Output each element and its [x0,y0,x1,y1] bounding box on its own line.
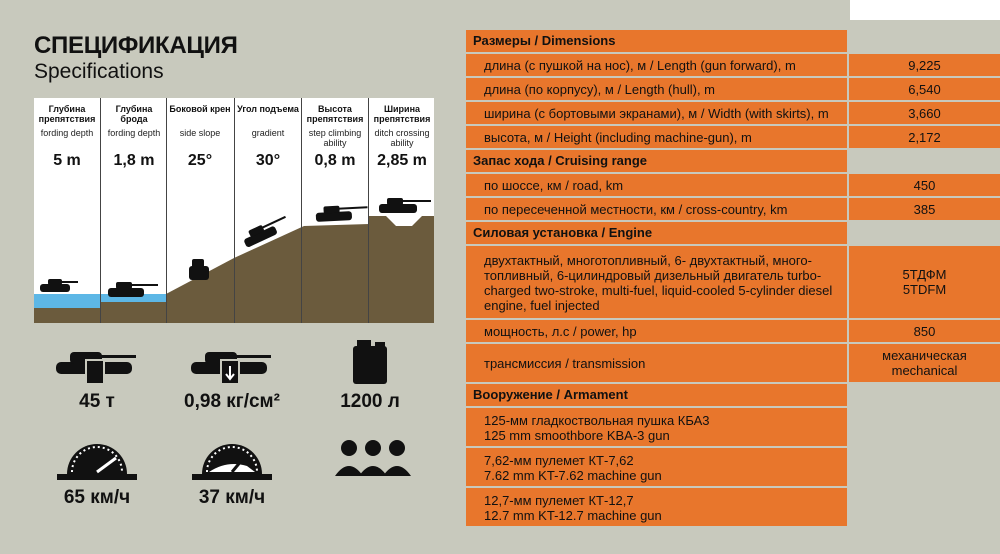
engine-model-en: 5TDFM [902,282,947,297]
row-label: ширина (с бортовыми экранами), м / Width (with skirts), m [466,102,847,124]
spec-column [34,98,100,323]
fuel-canister-icon [345,336,395,386]
spec-columns [34,98,434,323]
row-value [849,344,1000,382]
spec-label-ru: Глубина препятствия [38,104,96,124]
row-value: 2,172 [849,126,1000,148]
row-value: 850 [849,320,1000,342]
transmission-ru: механическая [882,348,967,363]
row-value: 3,660 [849,102,1000,124]
spec-column [302,98,368,323]
spec-value: 30° [255,152,281,169]
speedometer-icon [52,432,142,482]
row-label: двухтактный, многотопливный, 6- двухтактный, много-топливный, 6-цилиндровый дизельный двигатель turbo-charged two-stroke, multi-fuel, liquid-cooled 5-cylinder diesel engine, fuel injected [466,246,847,318]
spec-value: 5 m [53,152,81,169]
pressure-block [177,342,287,413]
corner-decoration [850,0,1000,20]
crew-icon [333,436,413,482]
spec-label-ru: Ширина препятствия [373,104,431,124]
armament-en: 125 mm smoothbore KBA-3 gun [484,427,670,443]
spec-label-en: gradient [251,128,285,138]
row-label: высота, м / Height (including machine-gun), m [466,126,847,148]
armament-en: 12.7 mm KT-12.7 machine gun [484,507,662,523]
road-speed-value: 65 км/ч [63,487,131,508]
weight-block [42,342,152,413]
weight-value: 45 т [79,391,115,412]
spec-label-ru: Высота препятствия [306,104,364,124]
armament-ru: 125-мм гладкоствольная пушка КБА3 [484,412,710,428]
spec-label-en: fording depth [107,128,161,138]
pressure-value: 0,98 кг/см² [184,391,280,412]
page-subtitle: Specifications [34,60,164,83]
row-label: длина (с пушкой на нос), м / Length (gun forward), m [466,54,847,76]
spec-column [369,98,435,323]
spec-value: 2,85 m [377,152,427,169]
row-value: 6,540 [849,78,1000,100]
section-header-engine: Силовая установка / Engine [466,222,847,244]
spec-column [167,98,233,323]
row-label: трансмиссия / transmission [466,344,847,382]
page-title: СПЕЦИФИКАЦИЯ [34,32,238,59]
section-header-range: Запас хода / Cruising range [466,150,847,172]
spec-label-en: step climbing ability [308,128,362,148]
fuel-value: 1200 л [340,391,400,412]
row-label: длина (по корпусу), м / Length (hull), m [466,78,847,100]
spec-label-ru: Угол подъема [237,104,299,114]
row-value: 450 [849,174,1000,196]
armament-ru: 7,62-мм пулемет КТ-7,62 [484,452,634,468]
spec-label-en: fording depth [40,128,94,138]
fuel-block [315,336,425,413]
armament-item [466,488,847,526]
cross-speed-block [177,432,287,509]
road-speed-block [42,432,152,509]
crew-block [318,436,428,487]
spec-value: 0,8 m [314,152,356,169]
armament-item [466,448,847,486]
armament-ru: 12,7-мм пулемет КТ-12,7 [484,492,634,508]
row-value [849,246,1000,318]
transmission-en: mechanical [891,363,958,378]
row-label: по пересеченной местности, км / cross-country, km [466,198,847,220]
spec-value: 1,8 m [113,152,155,169]
row-label: по шоссе, км / road, km [466,174,847,196]
spec-label-en: side slope [179,128,221,138]
section-header-dimensions: Размеры / Dimensions [466,30,847,52]
cross-speed-value: 37 км/ч [198,487,266,508]
spec-label-ru: Боковой крен [169,104,231,114]
ground-pressure-icon [187,342,277,386]
row-value: 385 [849,198,1000,220]
spec-column [101,98,167,323]
armament-en: 7.62 mm KT-7.62 machine gun [484,467,662,483]
engine-model-ru: 5ТДФМ [902,267,947,282]
row-label: мощность, л.с / power, hp [466,320,847,342]
spec-value: 25° [187,152,213,169]
spec-label-ru: Глубина брода [115,104,153,124]
row-value: 9,225 [849,54,1000,76]
spec-column [235,98,301,323]
section-header-armament: Вооружение / Armament [466,384,847,406]
speedometer-icon [187,432,277,482]
armament-item [466,408,847,446]
spec-label-en: ditch crossing ability [374,128,430,148]
tank-weight-icon [52,342,142,386]
